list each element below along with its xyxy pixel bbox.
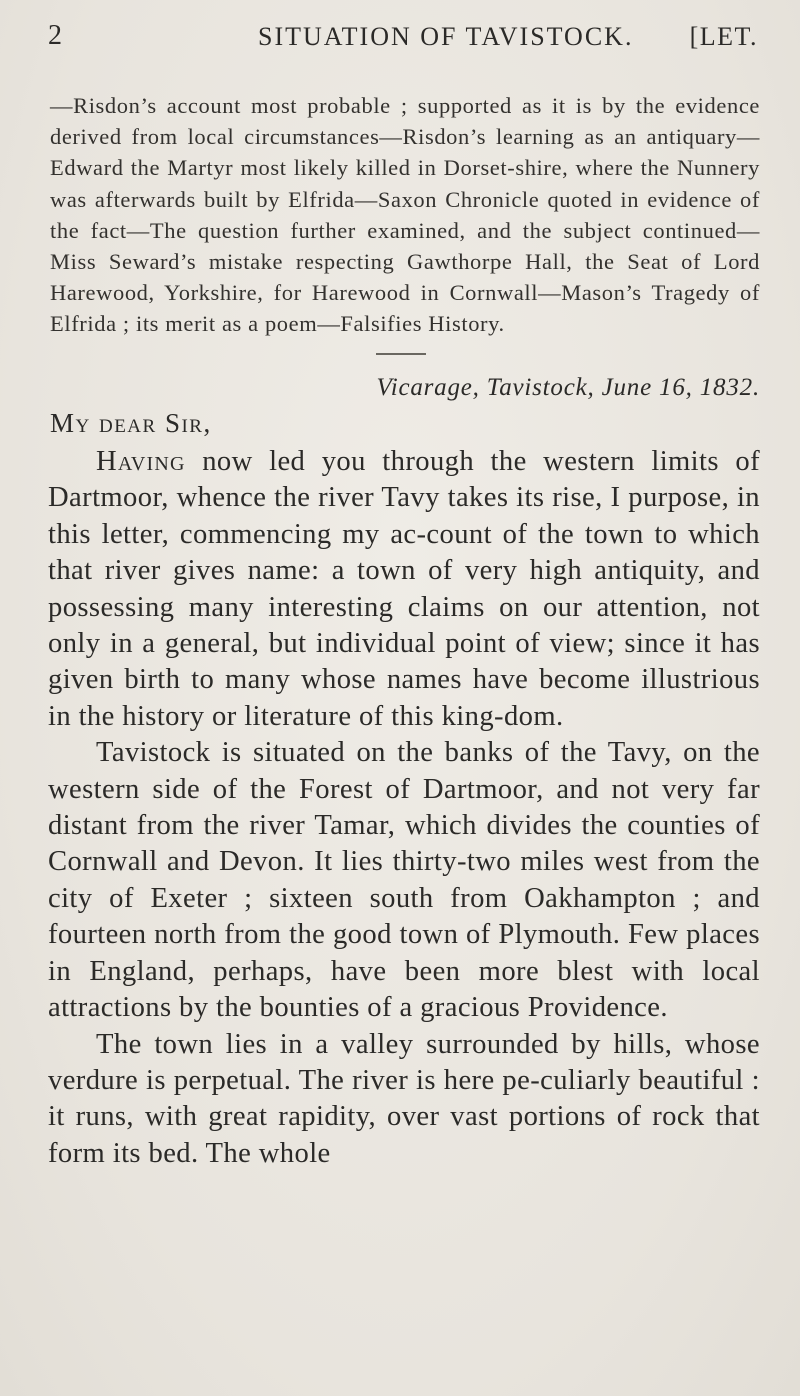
paragraph-1-lead: Having <box>96 446 186 477</box>
paragraph-3: The town lies in a valley surrounded by hills, whose verdure is perpetual. The river is here pe-culiarly beautiful : it runs, with great rapidity, over vast portions of rock that form its bed. The whole <box>48 1028 760 1169</box>
section-label: [LET. <box>689 22 758 51</box>
chapter-summary <box>50 90 760 340</box>
summary-text: —Risdon’s account most probable ; supported as it is by the evidence derived from local circumstances—Risdon’s learning as an antiquary—Edward the Martyr most likely killed in Dorset-shire, where the Nunnery was afterwards built by Elfrida—Saxon Chronicle quoted in evidence of the fact—The question further examined, and the subject continued—Miss Seward’s mistake respecting Gawthorpe Hall, the Seat of Lord Harewood, Yorkshire, for Harewood in Cornwall—Mason’s Tragedy of Elfrida ; its merit as a poem—Falsifies History. <box>50 93 760 337</box>
paragraph-2: Tavistock is situated on the banks of the Tavy, on the western side of the Forest of Dartmoor, and not very far distant from the river Tamar, which divides the counties of Cornwall and Devon. It lies thirty-two miles west from the city of Exeter ; sixteen south from Oakhampton ; and fourteen north from the good town of Plymouth. Few places in England, perhaps, have been more blest with local attractions by the bounties of a gracious Providence. <box>48 737 760 1024</box>
running-head: SITUATION OF TAVISTOCK. <box>258 22 634 51</box>
paragraph-1-text: now led you through the western limits of Dartmoor, whence the river Tavy takes its rise, I purpose, in this letter, commencing my ac-count of the town to which that river gives name: a town of very high antiquity, and possessing many interesting claims on our attention, not only in a general, but individual point of view; since it has given birth to many whose names have become illustrious in the history or literature of this king-dom. <box>48 446 760 732</box>
dateline: Vicarage, Tavistock, June 16, 1832. <box>376 374 760 401</box>
divider-rule <box>376 353 426 355</box>
page-header <box>48 20 758 56</box>
letter-body <box>48 444 760 1172</box>
paragraph-1 <box>48 444 760 735</box>
page-number: 2 <box>48 20 64 51</box>
salutation: My dear Sir, <box>50 408 212 438</box>
